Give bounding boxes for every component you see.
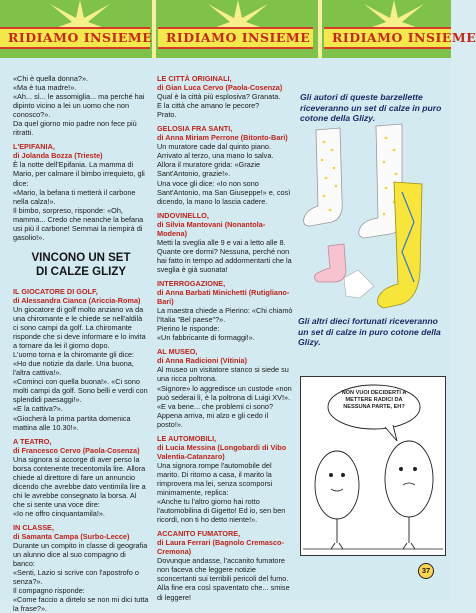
section-heading-line: VINCONO UN SET	[31, 251, 131, 264]
text-line: «Mario, la befana ti metterà il carbone nella calza!».	[13, 187, 136, 206]
text-line: Al museo un visitatore stanco si siede su una ricca poltrona.	[157, 365, 289, 384]
banner-cell	[158, 0, 323, 58]
joke-author: di Gian Luca Cervo (Paola-Cosenza)	[157, 83, 283, 93]
text-line: «Ma è tua madre!».	[13, 83, 77, 93]
joke-author: di Anna Miriam Perrone (Bitonto-Bari)	[157, 133, 288, 143]
text-line: «Signore» lo aggredisce un custode «non può sederai lì, è la poltrona di Luigi XV!».	[157, 383, 292, 402]
joke-author: di Silvia Mantovani (Nonantola-Modena)	[157, 219, 266, 238]
text-line: «Ho due notizie da darle. Una buona, l'altra cattiva!».	[13, 359, 134, 378]
joke-title: LE AUTOMOBILI,	[157, 433, 217, 443]
joke-author: di Anna Barbati Minichetti (Rutigliano-Bari)	[157, 288, 290, 307]
sunburst-icon	[208, 0, 268, 30]
text-line: «Come faccio a dirtelo se non mi dici tutta la frase?».	[13, 595, 149, 613]
banner-label: RIDIAMO INSIEME	[0, 27, 150, 49]
tree-icon	[315, 451, 359, 549]
text-line: «Anche tu l'altro giorno hai rotto l'automobilina di Gigetto! Ed io, sen ben ricordi, non ti ho detto niente!».	[157, 497, 286, 525]
joke-title: INDOVINELLO,	[157, 210, 209, 220]
joke-title: INTERROGAZIONE,	[157, 278, 226, 288]
white-sock-icon	[344, 270, 374, 298]
joke-title: A TEATRO,	[13, 436, 52, 446]
text-line: «Chi è quella donna?».	[13, 74, 89, 83]
pink-sock-icon	[314, 244, 346, 282]
joke-title: GELOSIA FRA SANTI,	[157, 124, 233, 134]
text-line: Un giocatore di golf molto anziano va da una chiromante e le chiede se nell'aldilà ci sono campi da golf. La chiromante risponde che si deve informare e lo invita a tornare da lei il giorno dopo.	[13, 304, 146, 351]
text-line: «Giocherà la prima partita domenica mattina alle 10.30!».	[13, 413, 131, 432]
text-line: Una signora si accorge di aver perso la borsa contenente trecentomila lire. Allora chiede al direttore di fare un annuncio dicendo che avrebbe dato ventimila lire a chi le avrebbe consegnato la borsa. Al che si sente una voce dire:	[13, 454, 146, 509]
text-line: La maestra chiede a Pierino: «Chi chiamò l'Italia "Bel paese"?».	[157, 306, 293, 325]
text-line: Pierino le risponde:	[157, 324, 220, 334]
joke-author: di Francesco Cervo (Paola-Cosenza)	[13, 445, 140, 455]
text-line: «Cominci con quella buona!». «Ci sono molti campi da golf. Sono belli e verdi con splendidi paesaggi!».	[13, 377, 148, 405]
text-line: «E la cattiva?».	[13, 404, 63, 414]
text-line: Una voce gli dice: «Io non sono Sant'Antonio, ma San Giuseppe!» e, così dicendo, la mano lo lascia cadere.	[157, 178, 291, 206]
white-sock-icon	[304, 128, 343, 226]
joke-title: AL MUSEO,	[157, 347, 198, 357]
section-heading	[13, 251, 149, 279]
text-line: Una signora rompe l'automobile del marito. Di ritorno a casa, il marito la rimprovera ma lei, senza scomporsi minimamente, replica:	[157, 460, 273, 498]
joke-title: LE CITTÀ ORIGINALI,	[157, 74, 232, 83]
joke-title: IN CLASSE,	[13, 523, 54, 533]
banner-divider	[318, 0, 322, 58]
joke-title: ACCANITO FUMATORE,	[157, 529, 241, 539]
text-line: È la notte dell'Epifania. La mamma di Mario, per calmare il bimbo irrequieto, gli dice:	[13, 160, 145, 188]
text-line: Il compagno risponde:	[13, 586, 85, 596]
joke-author: di Samanta Campa (Surbo-Lecce)	[13, 532, 130, 542]
text-line: Qual è la città più esplosiva? Granata.	[157, 92, 281, 102]
sunburst-icon	[50, 0, 110, 30]
sunburst-icon	[364, 0, 424, 30]
caption-other-winners: Gli altri dieci fortunati riceveranno un set di calze in puro cotone della Glizy.	[298, 316, 441, 348]
joke-author: di Lucia Messina (Longobardi di Vibo Valentia-Catanzaro)	[157, 442, 287, 461]
joke-title: L'EPIFANIA,	[13, 142, 55, 152]
cartoon-panel	[300, 376, 446, 556]
text-line: L'uomo torna e la chiromante gli dice:	[13, 350, 135, 360]
tree-icon	[385, 441, 433, 549]
text-line: «Ah... sì... le assomiglia... ma perché hai dipinto vicino a lei un uomo che non conosco?».	[13, 92, 145, 120]
banner-cell	[324, 0, 476, 58]
column-middle	[157, 74, 293, 602]
text-line: «Senti, Lazio si scrive con l'apostrofo o senza?».	[13, 568, 139, 587]
caption-winners: Gli autori di queste barzellette riceveranno un set di calze in puro cotone della Glizy.	[300, 92, 442, 124]
text-line: Prato.	[157, 110, 177, 120]
page-number: 37	[418, 563, 434, 579]
text-line: Dovunque andasse, l'accanito fumatore non faceva che leggere notizie sconcertanti sui terribili pericoli del fumo. Alla fine era così spaventato che... smise di leggere!	[157, 556, 290, 602]
banner-cell	[0, 0, 165, 58]
text-line: «E va bene... che problemi ci sono? Appena arriva, mi alzo e gli cedo il posto!».	[157, 401, 274, 429]
speech-bubble-text: NON VUOI DECIDERTI A METTERE RADICI DA NESSUNA PARTE, EH?	[341, 390, 407, 410]
joke-author: di Laura Ferrari (Bagnolo Cremasco-Cremona)	[157, 538, 284, 557]
banner-label: RIDIAMO INSIEME	[158, 27, 313, 49]
joke-title: IL GIOCATORE DI GOLF,	[13, 286, 98, 296]
joke-author: di Jolanda Bozza (Trieste)	[13, 151, 103, 161]
banner-label: RIDIAMO INSIEME	[324, 27, 451, 49]
text-line: Metti la sveglia alle 9 e vai a letto alle 8. Quante ore dormi? Nessuna, perché non hai fatto in tempo ad addormentarti che la sveglia è già suonata!	[157, 237, 292, 274]
column-left	[13, 74, 149, 613]
joke-author: di Anna Radicioni (Vitinia)	[157, 356, 247, 366]
banner-divider	[152, 0, 156, 58]
socks-illustration	[298, 122, 450, 312]
text-line: «Io ne offro cinquantamila!».	[13, 508, 105, 518]
text-line: Il bimbo, sorpreso, risponde: «Oh, mamma... Credo che neanche la befana usi più il carbone! Semmai la riempirà di gasolio!».	[13, 205, 144, 242]
text-line: E la città che amano le pecore?	[157, 101, 260, 111]
header-banner	[0, 0, 476, 58]
text-line: «Un fabbricante di formaggi!».	[157, 333, 255, 343]
section-heading-line: DI CALZE GLIZY	[35, 265, 127, 278]
text-line: Da quel giorno mio padre non fece più ritratti.	[13, 119, 137, 138]
joke-author: di Alessandra Cianca (Ariccia-Roma)	[13, 295, 141, 305]
text-line: Durante un compito in classe di geografia un alunno dice al suo compagno di banco:	[13, 541, 148, 569]
text-line: Un muratore cade dal quinto piano. Arrivato al terzo, una mano lo salva. Allora il muratore grida: «Grazie Sant'Antonio, grazie!».	[157, 142, 274, 179]
